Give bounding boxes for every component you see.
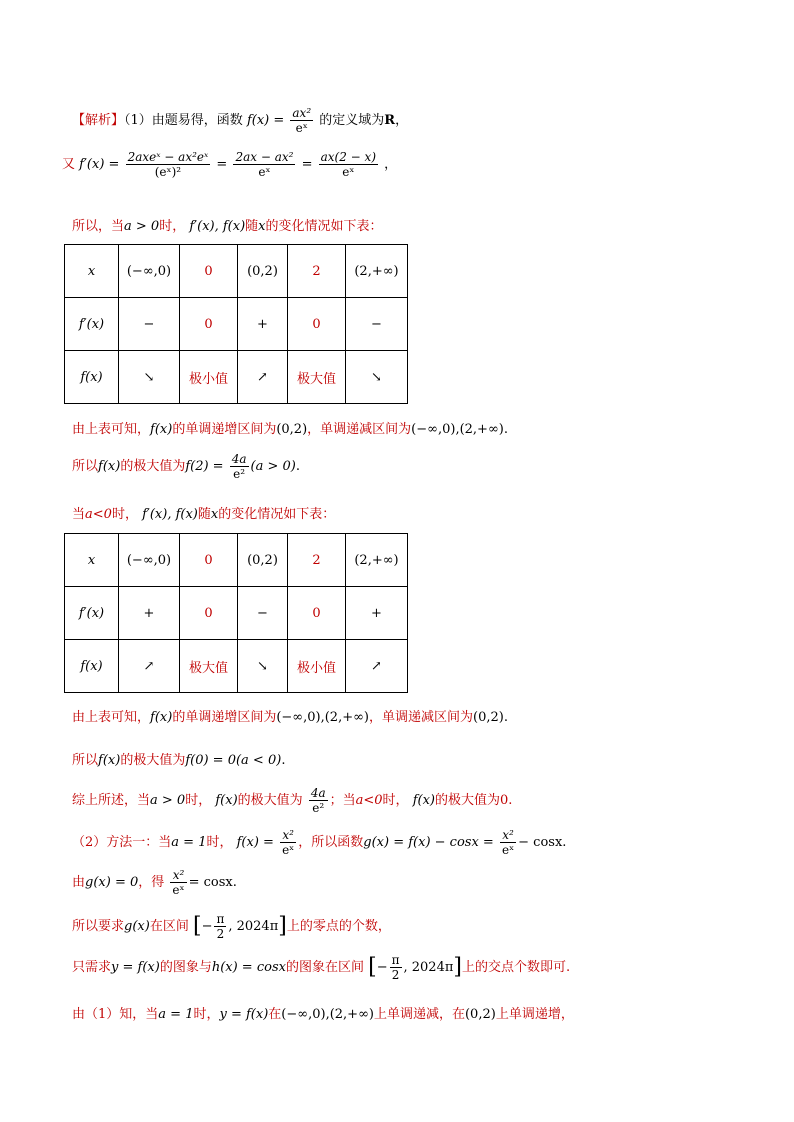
table-row: f′(x) + 0 − 0 + (65, 587, 408, 640)
analysis-line-4: 由上表可知，f(x)的单调递增区间为(0,2)，单调递减区间为(−∞,0),(2,+∞). (72, 422, 508, 437)
analysis-line-12: 所以要求g(x)在区间 [− $\frac{\pi}{2}$ , 2024π]上的零点的个数， (72, 912, 391, 941)
fraction: $\frac{4a}{\text{e²}}$ (231, 452, 247, 481)
variation-table-1 (64, 244, 408, 404)
math: R (384, 113, 396, 128)
analysis-line-1: 【解析】（1）由题易得，函数 f(x) = $\frac{\text{ax²}}{\text{eˣ}}$ 的定义域为R， (72, 106, 409, 135)
fraction: $\frac{\pi}{2}$ (216, 912, 225, 941)
fraction: $\frac{\text{x²}}{\text{eˣ}}$ (501, 828, 515, 857)
math: f(x) = (246, 113, 285, 128)
fraction: $\frac{4a}{\text{e²}}$ (310, 786, 326, 815)
table-row: f(x) ↗ 极大值 ↘ 极小值 ↗ (65, 640, 408, 693)
text: （1）由题易得，函数 (124, 113, 243, 128)
analysis-line-5: 所以f(x)的极大值为f(2) = $\frac{4a}{\text{e²}}$ (a > 0). (72, 452, 300, 481)
table-row: x (−∞,0) 0 (0,2) 2 (2,+∞) (65, 534, 408, 587)
analysis-line-3: 所以，当a > 0时， f′(x), f(x)随x的变化情况如下表： (72, 219, 383, 234)
analysis-line-13: 只需求y = f(x)的图象与h(x) = cosx的图象在区间 [− $\frac{\pi}{2}$ , 2024π]上的交点个数即可. (72, 953, 571, 982)
analysis-line-7: 由上表可知，f(x)的单调递增区间为(−∞,0),(2,+∞)，单调递减区间为(0,2). (72, 710, 508, 725)
analysis-line-11: 由g(x) = 0，得 $\frac{\text{x²}}{\text{eˣ}}$ = cosx. (72, 868, 237, 897)
fraction: $\frac{\text{2axeˣ − ax²eˣ}}{\text{(eˣ)²}}$ (127, 150, 209, 179)
variation-table-2 (64, 533, 408, 693)
text: 的定义域为 (319, 113, 385, 128)
analysis-tag: 【解析】 (72, 113, 125, 128)
fraction: $\frac{\text{x²}}{\text{eˣ}}$ (282, 828, 295, 857)
analysis-line-2: 又 f′(x) = $\frac{\text{2axeˣ − ax²eˣ}}{\text{(eˣ)²}}$ = $\frac{\text{2ax − ax²}}{\text{eˣ}}$ = $\frac{ax(2 - x)}{\text{eˣ}}$ ， (62, 150, 398, 179)
fraction: $\frac{\text{x²}}{\text{eˣ}}$ (172, 868, 185, 897)
analysis-line-8: 所以f(x)的极大值为f(0) = 0(a < 0). (72, 753, 286, 768)
fraction: $\frac{\text{2ax − ax²}}{\text{eˣ}}$ (235, 150, 294, 179)
analysis-line-10: （2）方法一：当a = 1时， f(x) = $\frac{\text{x²}}{\text{eˣ}}$ ，所以函数g(x) = f(x) − cosx = $\frac{\text{x²}}{\text{eˣ}}$ − cosx. (72, 828, 567, 857)
analysis-line-9: 综上所述，当a > 0时， f(x)的极大值为 $\frac{4a}{\text{e²}}$ ；当a<0时， f(x)的极大值为0. (72, 786, 513, 815)
math: f′(x) = (79, 157, 120, 172)
table-row: f(x) ↘ 极小值 ↗ 极大值 ↘ (65, 351, 408, 404)
fraction: $\frac{\pi}{2}$ (391, 953, 400, 982)
fraction: $\frac{\text{ax²}}{\text{eˣ}}$ (292, 106, 312, 135)
analysis-line-14: 由（1）知，当a = 1时，y = f(x)在(−∞,0),(2,+∞)上单调递减，在(0,2)上单调递增， (72, 1007, 574, 1022)
analysis-line-6: 当a<0时， f′(x), f(x)随x的变化情况如下表： (72, 507, 336, 522)
table-row: f′(x) − 0 + 0 − (65, 298, 408, 351)
table-row: x (−∞,0) 0 (0,2) 2 (2,+∞) (65, 245, 408, 298)
text: 又 (62, 157, 76, 172)
fraction: $\frac{ax(2 - x)}{\text{eˣ}}$ (320, 150, 376, 179)
